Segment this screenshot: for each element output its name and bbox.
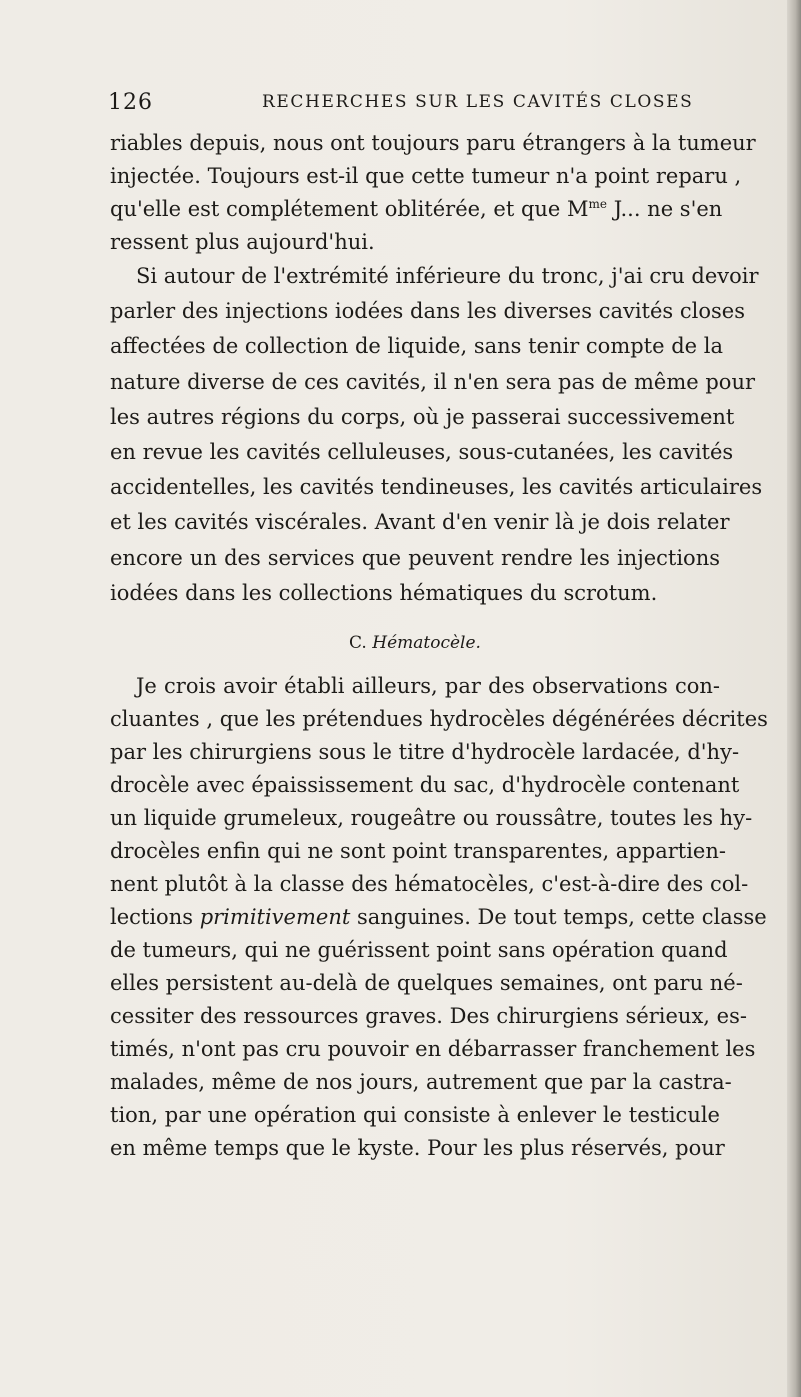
text-line: tion, par une opération qui consiste à enlever le testicule	[110, 1102, 720, 1127]
text-line: nent plutôt à la classe des hématocèles, c'est-à-dire des col-	[110, 871, 749, 896]
text-line: Je crois avoir établi ailleurs, par des observations con-	[136, 673, 720, 698]
page-edge	[787, 0, 801, 1397]
superscript: me	[588, 197, 608, 211]
text-line: ressent plus aujourd'hui.	[110, 230, 375, 254]
text-line: nature diverse de ces cavités, il n'en sera pas de même pour	[110, 369, 756, 394]
text-line: parler des injections iodées dans les diverses cavités closes	[110, 299, 745, 324]
text-line: cluantes , que les prétendues hydrocèles dégénérées décrites	[110, 706, 768, 731]
text-line: un liquide grumeleux, rougeâtre ou roussâtre, toutes les hy-	[110, 805, 753, 830]
text-line: en même temps que le kyste. Pour les plus réservés, pour	[110, 1135, 725, 1160]
text-line: drocèle avec épaississement du sac, d'hydrocèle contenant	[110, 772, 740, 797]
text-line: les autres régions du corps, où je passerai successivement	[110, 404, 735, 429]
text-line: en revue les cavités celluleuses, sous-cutanées, les cavités	[110, 439, 734, 464]
text-line	[110, 193, 723, 226]
text-line: malades, même de nos jours, autrement que par la castra-	[110, 1069, 732, 1094]
paragraph-3	[110, 670, 768, 1165]
text-line: accidentelles, les cavités tendineuses, les cavités articulaires	[110, 475, 763, 500]
section-title: Hématocèle.	[372, 632, 481, 653]
italic-word: primitivement	[199, 904, 351, 929]
text-line: riables depuis, nous ont toujours paru étrangers à la tumeur	[110, 131, 756, 155]
section-heading	[110, 627, 720, 660]
page-number: 126	[108, 90, 153, 115]
running-head: RECHERCHES SUR LES CAVITÉS CLOSES	[262, 92, 694, 112]
section-letter: C.	[349, 632, 367, 653]
text-line: affectées de collection de liquide, sans tenir compte de la	[110, 334, 724, 359]
text-line: cessiter des ressources graves. Des chirurgiens sérieux, es-	[110, 1003, 747, 1028]
text-line: encore un des services que peuvent rendre les injections	[110, 545, 720, 570]
text-line: par les chirurgiens sous le titre d'hydrocèle lardacée, d'hy-	[110, 739, 740, 764]
paragraph-2	[110, 259, 763, 611]
text-segment: lections	[110, 904, 194, 929]
text-line: Si autour de l'extrémité inférieure du tronc, j'ai cru devoir	[136, 264, 759, 288]
text-line: drocèles enfin qui ne sont point transparentes, appartien-	[110, 838, 726, 863]
text-line: de tumeurs, qui ne guérissent point sans opération quand	[110, 937, 728, 962]
text-line: et les cavités viscérales. Avant d'en venir là je dois relater	[110, 510, 730, 535]
text-line	[110, 901, 767, 934]
text-line: elles persistent au-delà de quelques semaines, ont paru né-	[110, 970, 743, 995]
paragraph-1	[110, 127, 756, 259]
text-line: timés, n'ont pas cru pouvoir en débarrasser franchement les	[110, 1036, 756, 1061]
text-line: injectée. Toujours est-il que cette tumeur n'a point reparu ,	[110, 164, 742, 188]
body-text	[110, 127, 768, 1165]
text-segment: J... ne s'en	[607, 197, 723, 221]
text-segment: qu'elle est complétement oblitérée, et que M	[110, 197, 589, 221]
text-segment: sanguines. De tout temps, cette classe	[350, 904, 767, 929]
text-line: iodées dans les collections hématiques du scrotum.	[110, 580, 658, 605]
page-header	[108, 90, 728, 120]
